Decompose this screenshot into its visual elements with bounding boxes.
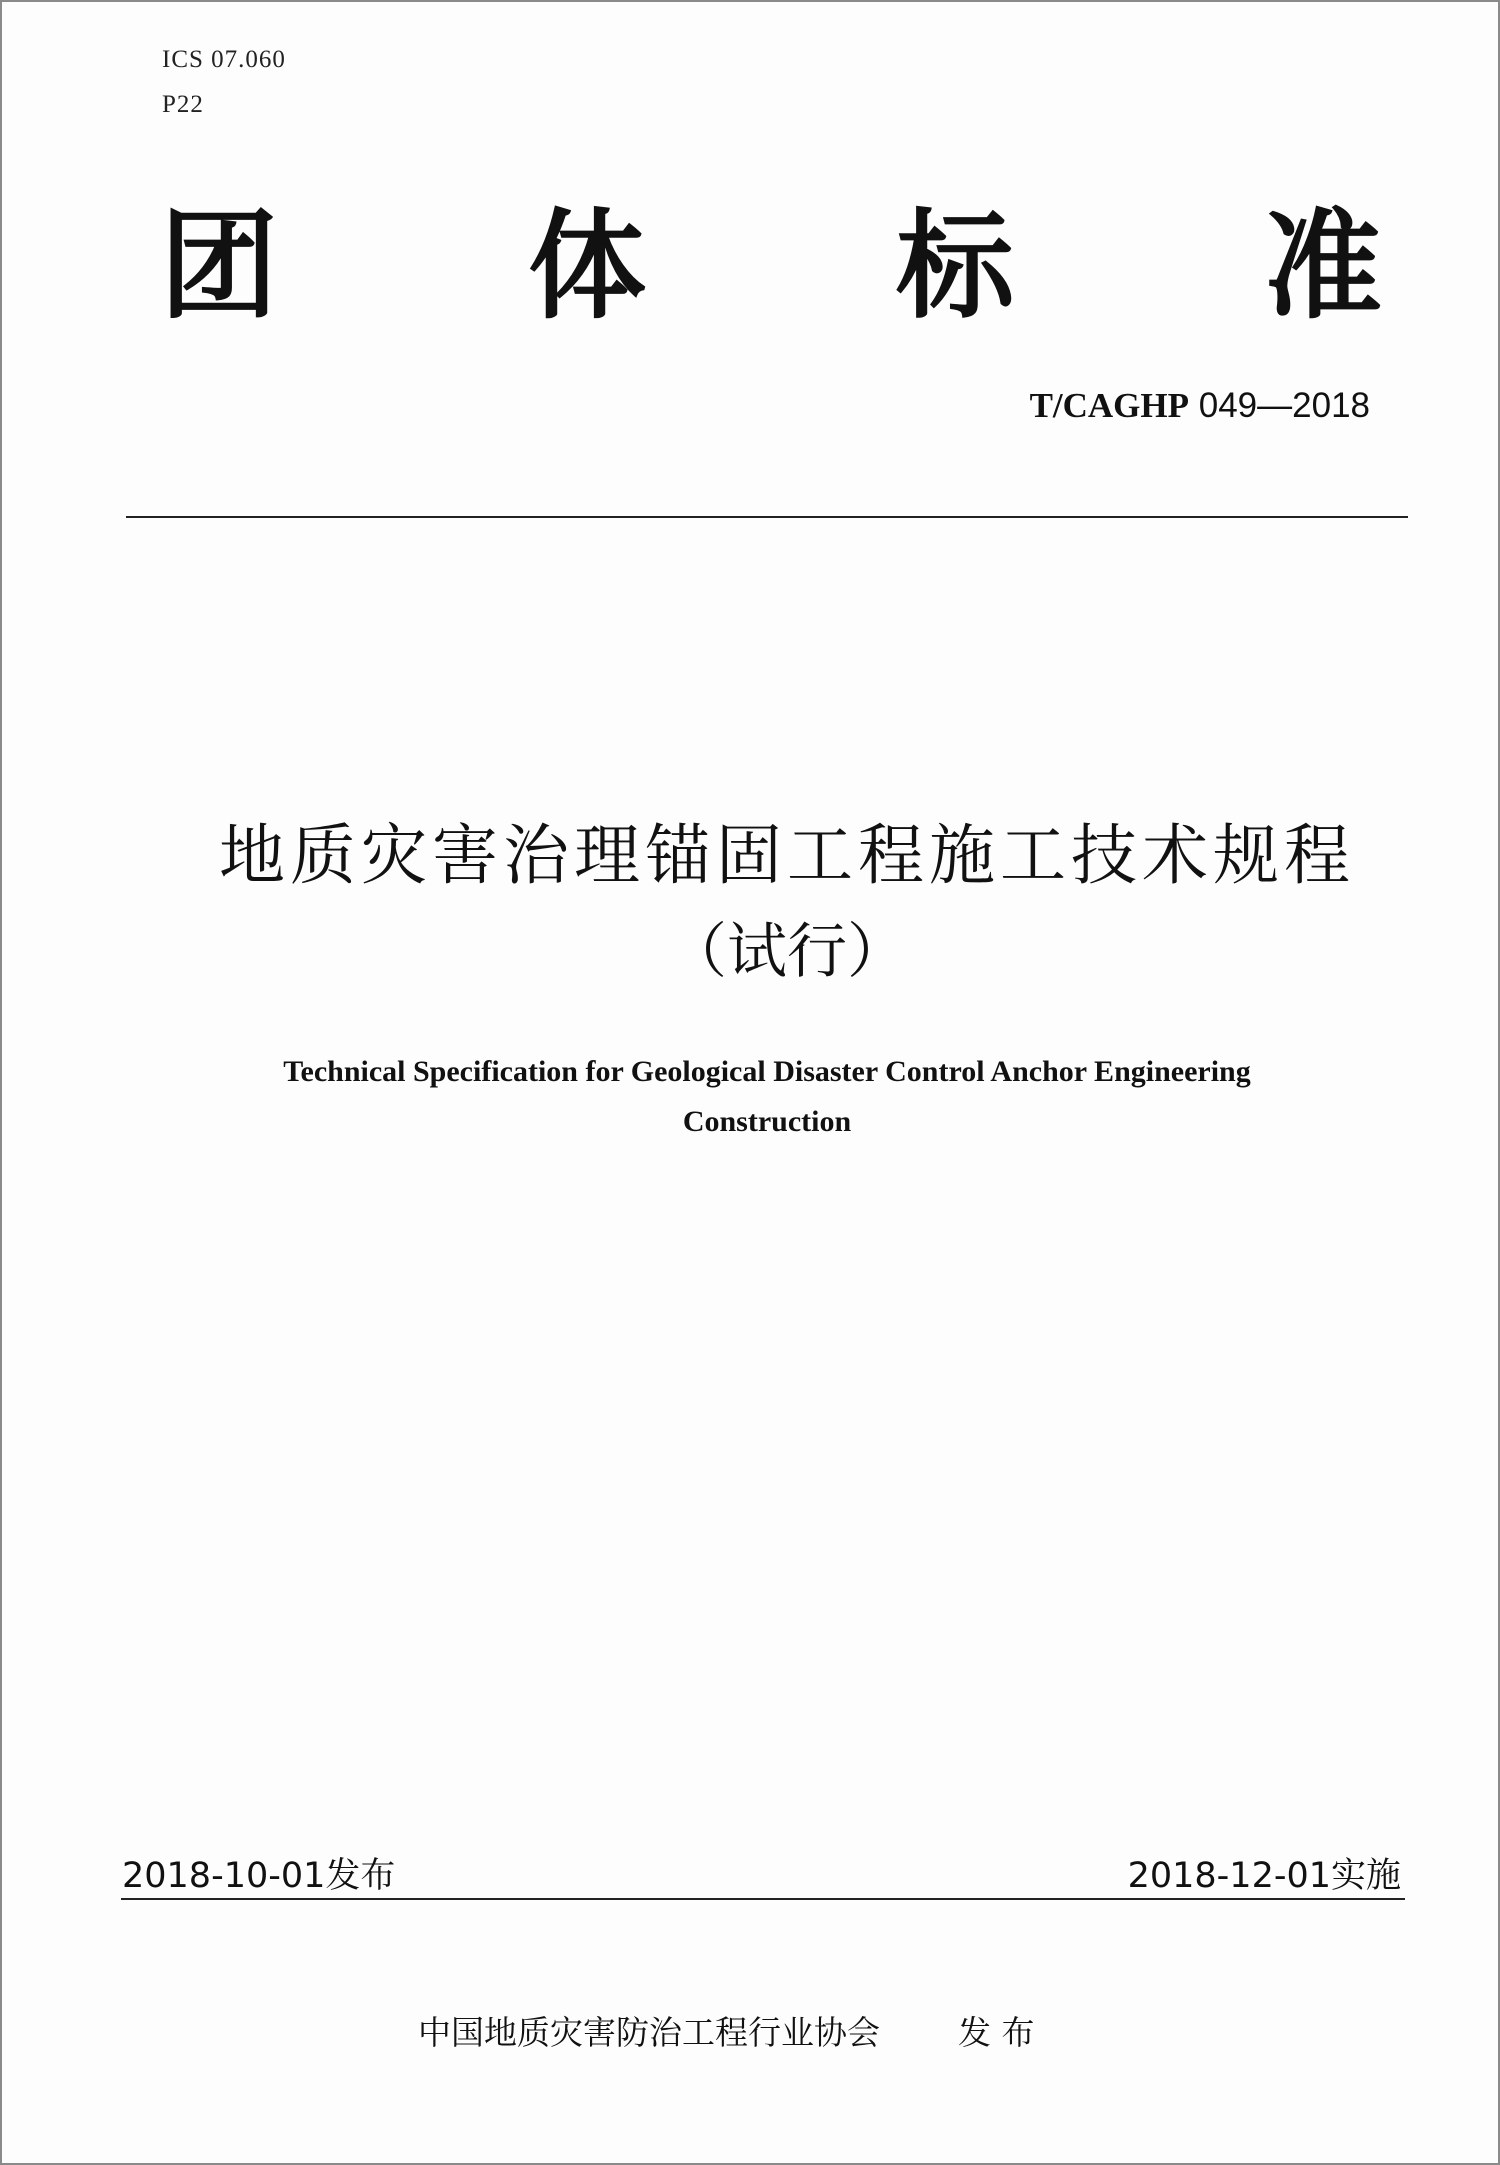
category-char-1: 团 <box>160 197 279 335</box>
title-english-line-1: Technical Specification for Geological Disaster Control Anchor Engineering <box>283 1055 1251 1088</box>
category-char-2: 体 <box>527 197 646 335</box>
title-trial-note: （试行） <box>667 917 907 987</box>
header-divider <box>126 516 1408 518</box>
standard-number-value: 049—2018 <box>1189 386 1370 425</box>
issuer-name: 中国地质灾害防治工程行业协会 <box>418 2013 880 2052</box>
ccs-code: P22 <box>162 91 204 118</box>
standard-number <box>1030 384 1370 428</box>
category-char-3: 标 <box>895 197 1014 335</box>
ics-code: ICS 07.060 <box>162 46 286 73</box>
issuer-action: 发 布 <box>958 2013 1035 2052</box>
title-chinese: 地质灾害治理锚固工程施工技术规程 <box>219 817 1355 894</box>
issuer <box>418 2012 1035 2054</box>
category-char-4: 准 <box>1263 197 1382 335</box>
standard-number-prefix: T/CAGHP <box>1029 386 1190 425</box>
implement-date: 2018-12-01实施 <box>1127 1856 1401 1896</box>
publish-date: 2018-10-01发布 <box>122 1856 396 1896</box>
date-divider <box>121 1898 1405 1900</box>
title-english-line-2: Construction <box>682 1105 852 1138</box>
standard-category-title <box>160 197 1382 335</box>
